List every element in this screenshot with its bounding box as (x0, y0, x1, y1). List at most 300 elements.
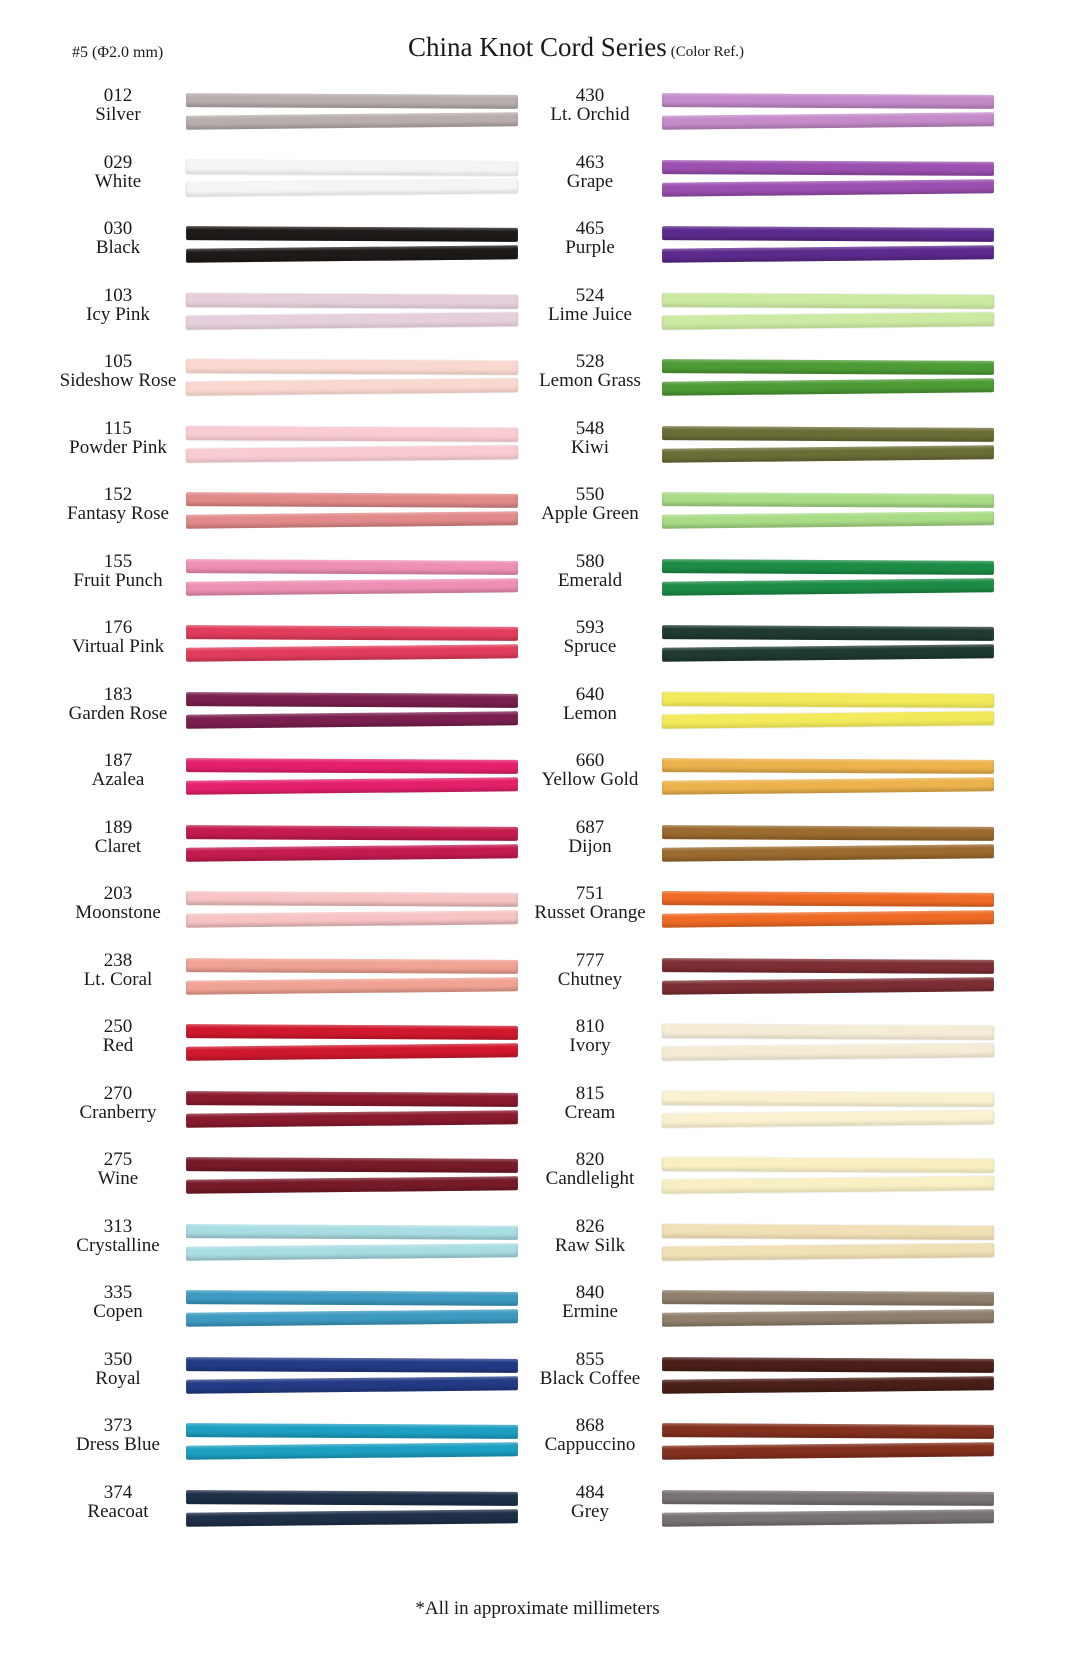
cord-strand (186, 1091, 518, 1107)
color-name: Spruce (563, 636, 617, 657)
cord-strand (662, 378, 994, 395)
color-code: 374 (103, 1481, 133, 1503)
cord-strand (186, 1509, 518, 1526)
cord-strand (662, 692, 994, 708)
color-name: Apple Green (541, 503, 639, 524)
color-row (40, 485, 530, 552)
color-row (512, 884, 1002, 951)
color-code: 751 (575, 883, 605, 904)
color-label (512, 352, 668, 390)
color-name: Lime Juice (548, 303, 632, 325)
color-code: 313 (103, 1215, 133, 1237)
color-label (40, 86, 196, 124)
cord-strand (186, 93, 518, 109)
cord-strand (662, 1309, 994, 1326)
color-label (40, 884, 196, 922)
cord-strand (662, 1290, 994, 1306)
color-name: Grape (566, 170, 614, 192)
cord-strand (662, 293, 994, 309)
color-name: Purple (565, 237, 615, 258)
color-name: Fantasy Rose (67, 503, 169, 524)
cord-strand (186, 245, 518, 262)
cord-strand (662, 958, 994, 974)
color-code: 203 (103, 883, 133, 904)
color-name: Red (102, 1035, 134, 1056)
color-label (512, 485, 668, 523)
cord-swatch (186, 759, 518, 793)
cord-swatch (186, 360, 518, 394)
cord-swatch (186, 959, 518, 993)
color-row (512, 86, 1002, 153)
cord-strand (186, 1442, 518, 1459)
color-row (40, 818, 530, 885)
cord-strand (186, 1157, 518, 1173)
color-label (512, 1217, 668, 1255)
cord-swatch (662, 560, 994, 594)
color-row (40, 1150, 530, 1217)
color-name: Ermine (562, 1301, 618, 1322)
color-name: Emerald (557, 569, 623, 591)
color-label (40, 153, 196, 191)
color-row (512, 1283, 1002, 1350)
color-name: Moonstone (75, 902, 161, 923)
color-row (512, 352, 1002, 419)
color-row (512, 552, 1002, 619)
cord-strand (662, 1110, 994, 1127)
cord-swatch (662, 1158, 994, 1192)
color-label (512, 1017, 668, 1055)
cord-swatch (186, 693, 518, 727)
cord-swatch (662, 1491, 994, 1525)
cord-strand (186, 625, 518, 641)
cord-swatch (662, 493, 994, 527)
color-label (512, 1483, 668, 1521)
color-code: 189 (103, 816, 133, 838)
color-label (40, 1416, 196, 1454)
color-code: 524 (575, 284, 605, 306)
cord-strand (662, 777, 994, 794)
cord-strand (662, 1509, 994, 1526)
color-row (512, 1217, 1002, 1284)
color-label (40, 1350, 196, 1388)
cord-strand (186, 910, 518, 927)
cord-strand (186, 958, 518, 974)
color-row (512, 1150, 1002, 1217)
color-name: White (94, 170, 142, 192)
color-code: 777 (575, 949, 605, 971)
color-label (40, 552, 196, 590)
color-row (40, 751, 530, 818)
color-code: 548 (575, 417, 605, 439)
color-name: Lemon (563, 702, 617, 724)
color-code: 238 (103, 949, 133, 971)
color-name: Garden Rose (68, 702, 168, 724)
color-code: 640 (575, 683, 605, 705)
color-row (512, 485, 1002, 552)
color-name: Cappuccino (544, 1434, 636, 1455)
cord-strand (662, 910, 994, 927)
cord-strand (186, 112, 518, 129)
cord-strand (662, 179, 994, 196)
color-code: 012 (103, 85, 133, 106)
cord-swatch (186, 1291, 518, 1325)
color-name: Cream (564, 1101, 616, 1123)
cord-swatch (662, 427, 994, 461)
cord-strand (662, 93, 994, 109)
footer-note: *All in approximate millimeters (415, 1598, 660, 1619)
color-name: Ivory (569, 1035, 611, 1056)
color-name: Azalea (91, 769, 145, 790)
color-name: Cranberry (79, 1101, 157, 1123)
cord-strand (186, 445, 518, 462)
cord-strand (186, 492, 518, 508)
color-label (40, 685, 196, 723)
color-code: 815 (575, 1082, 605, 1104)
color-name: Claret (94, 835, 142, 857)
color-name: Raw Silk (554, 1234, 626, 1256)
color-row (40, 1084, 530, 1151)
cord-strand (662, 1442, 994, 1459)
cord-swatch (662, 759, 994, 793)
color-code: 484 (575, 1481, 605, 1503)
color-label (40, 1017, 196, 1055)
cord-strand (662, 625, 994, 641)
cord-swatch (662, 294, 994, 328)
color-name: Powder Pink (69, 436, 167, 458)
cord-strand (186, 1490, 518, 1506)
color-row (40, 1483, 530, 1550)
cord-swatch (186, 427, 518, 461)
color-name: Dijon (568, 835, 612, 857)
cord-swatch (662, 227, 994, 261)
color-row (512, 1350, 1002, 1417)
color-code: 029 (103, 151, 133, 173)
color-code: 868 (575, 1415, 605, 1436)
cord-strand (186, 1024, 518, 1040)
cord-swatch (186, 626, 518, 660)
color-label (512, 1283, 668, 1321)
color-label (512, 419, 668, 457)
color-code: 593 (575, 617, 605, 638)
color-name: Silver (95, 104, 141, 125)
cord-strand (186, 1110, 518, 1127)
color-row (40, 1350, 530, 1417)
cord-strand (662, 559, 994, 575)
color-label (40, 219, 196, 257)
cord-strand (662, 825, 994, 841)
cord-swatch (662, 1225, 994, 1259)
color-name: Sideshow Rose (59, 370, 177, 391)
color-label (512, 685, 668, 723)
cord-strand (662, 359, 994, 375)
cord-strand (186, 777, 518, 794)
cord-strand (662, 245, 994, 262)
cord-strand (186, 1357, 518, 1373)
cord-strand (186, 1290, 518, 1306)
cord-strand (662, 1376, 994, 1393)
color-label (40, 1217, 196, 1255)
color-name: Lemon Grass (539, 370, 641, 391)
cord-strand (662, 511, 994, 528)
color-row (512, 1483, 1002, 1550)
color-label (512, 552, 668, 590)
cord-strand (662, 1423, 994, 1439)
cord-strand (186, 226, 518, 242)
color-code: 550 (575, 484, 605, 505)
color-name: Kiwi (571, 436, 609, 458)
color-name: Russet Orange (534, 902, 646, 923)
cord-strand (186, 1176, 518, 1193)
cord-strand (186, 511, 518, 528)
color-name: Dress Blue (76, 1434, 160, 1455)
cord-swatch (662, 959, 994, 993)
color-name: Wine (97, 1168, 139, 1189)
cord-strand (662, 226, 994, 242)
color-row (512, 219, 1002, 286)
color-row (512, 1084, 1002, 1151)
cord-strand (662, 578, 994, 595)
color-label (40, 1483, 196, 1521)
cord-swatch (186, 1025, 518, 1059)
cord-swatch (662, 892, 994, 926)
cord-strand (662, 426, 994, 442)
cord-strand (186, 1309, 518, 1326)
cord-swatch (186, 1491, 518, 1525)
cord-strand (662, 758, 994, 774)
color-row (40, 352, 530, 419)
right-color-column (512, 86, 1002, 1549)
color-name: Crystalline (76, 1234, 160, 1256)
color-code: 115 (104, 417, 132, 439)
color-row (40, 1416, 530, 1483)
color-name: Icy Pink (86, 303, 150, 325)
color-code: 103 (103, 284, 133, 306)
color-code: 826 (575, 1215, 605, 1237)
color-code: 820 (575, 1149, 605, 1170)
color-row (40, 419, 530, 486)
cord-strand (186, 1243, 518, 1260)
color-label (512, 1350, 668, 1388)
color-row (512, 751, 1002, 818)
cord-strand (186, 293, 518, 309)
cord-strand (186, 559, 518, 575)
spec-label: #5 (Φ2.0 mm) (72, 44, 164, 61)
color-code: 176 (103, 617, 133, 638)
color-code: 105 (103, 351, 133, 372)
color-name: Grey (571, 1500, 609, 1522)
color-code: 855 (575, 1348, 605, 1370)
cord-swatch (662, 693, 994, 727)
cord-strand (662, 711, 994, 728)
cord-strand (662, 1243, 994, 1260)
color-row (40, 286, 530, 353)
color-code: 580 (575, 550, 605, 572)
cord-swatch (662, 826, 994, 860)
cord-swatch (186, 1424, 518, 1458)
color-row (512, 685, 1002, 752)
color-row (512, 419, 1002, 486)
cord-strand (662, 312, 994, 329)
cord-swatch (186, 94, 518, 128)
color-label (40, 818, 196, 856)
cord-swatch (186, 1358, 518, 1392)
cord-swatch (662, 94, 994, 128)
color-row (40, 1017, 530, 1084)
cord-strand (662, 1024, 994, 1040)
color-code: 687 (575, 816, 605, 838)
cord-swatch (186, 493, 518, 527)
cord-strand (662, 1224, 994, 1240)
color-row (40, 1217, 530, 1284)
cord-strand (186, 160, 518, 176)
color-row (40, 1283, 530, 1350)
color-label (40, 286, 196, 324)
cord-strand (186, 711, 518, 728)
color-name: Lt. Orchid (550, 104, 630, 125)
color-row (40, 884, 530, 951)
cord-swatch (662, 1424, 994, 1458)
color-name: Black (95, 237, 141, 258)
cord-swatch (662, 161, 994, 195)
color-row (40, 951, 530, 1018)
color-row (512, 1416, 1002, 1483)
color-row (512, 618, 1002, 685)
color-row (40, 552, 530, 619)
cord-strand (662, 1176, 994, 1193)
page-title (408, 32, 744, 63)
cord-swatch (662, 1358, 994, 1392)
color-label (40, 618, 196, 656)
cord-strand (186, 359, 518, 375)
cord-swatch (186, 161, 518, 195)
cord-strand (186, 578, 518, 595)
color-code: 430 (575, 85, 605, 106)
cord-strand (186, 312, 518, 329)
color-code: 030 (103, 218, 133, 239)
color-label (40, 352, 196, 390)
color-label (512, 153, 668, 191)
color-row (512, 951, 1002, 1018)
color-label (40, 419, 196, 457)
color-name: Chutney (557, 968, 623, 990)
color-code: 155 (103, 550, 133, 572)
color-label (512, 618, 668, 656)
cord-swatch (186, 826, 518, 860)
color-code: 528 (575, 351, 605, 372)
color-code: 810 (575, 1016, 605, 1037)
cord-strand (662, 1357, 994, 1373)
color-code: 840 (575, 1282, 605, 1303)
cord-swatch (186, 560, 518, 594)
cord-strand (186, 891, 518, 907)
cord-strand (662, 977, 994, 994)
color-label (40, 485, 196, 523)
color-name: Virtual Pink (71, 636, 165, 657)
color-row (512, 818, 1002, 885)
color-code: 660 (575, 750, 605, 771)
cord-strand (186, 1224, 518, 1240)
cord-swatch (662, 1092, 994, 1126)
color-code: 152 (103, 484, 133, 505)
cord-swatch (662, 1025, 994, 1059)
cord-strand (662, 160, 994, 176)
color-code: 373 (103, 1415, 133, 1436)
cord-strand (186, 378, 518, 395)
color-label (512, 286, 668, 324)
color-name: Fruit Punch (73, 569, 163, 591)
color-row (40, 153, 530, 220)
cord-strand (662, 492, 994, 508)
color-label (40, 751, 196, 789)
color-label (40, 1084, 196, 1122)
cord-strand (186, 1423, 518, 1439)
color-label (512, 219, 668, 257)
color-code: 183 (103, 683, 133, 705)
color-code: 463 (575, 151, 605, 173)
color-label (40, 951, 196, 989)
cord-strand (186, 844, 518, 861)
color-code: 270 (103, 1082, 133, 1104)
color-label (512, 818, 668, 856)
color-code: 187 (103, 750, 133, 771)
color-name: Reacoat (87, 1500, 149, 1522)
cord-strand (186, 977, 518, 994)
left-color-column (40, 86, 530, 1549)
cord-strand (662, 891, 994, 907)
color-label (40, 1283, 196, 1321)
color-name: Black Coffee (539, 1367, 641, 1389)
color-label (512, 751, 668, 789)
color-row (512, 286, 1002, 353)
cord-strand (662, 644, 994, 661)
color-label (512, 1416, 668, 1454)
cord-swatch (186, 227, 518, 261)
color-code: 465 (575, 218, 605, 239)
cord-strand (662, 844, 994, 861)
color-row (40, 618, 530, 685)
cord-strand (186, 758, 518, 774)
cord-strand (662, 112, 994, 129)
cord-strand (186, 644, 518, 661)
color-label (512, 884, 668, 922)
cord-swatch (186, 892, 518, 926)
color-code: 275 (103, 1149, 133, 1170)
cord-swatch (186, 1092, 518, 1126)
cord-strand (662, 1091, 994, 1107)
color-row (40, 219, 530, 286)
color-label (512, 1150, 668, 1188)
color-row (512, 153, 1002, 220)
cord-strand (186, 692, 518, 708)
color-name: Yellow Gold (541, 769, 639, 790)
cord-strand (186, 1376, 518, 1393)
color-label (512, 86, 668, 124)
color-label (512, 951, 668, 989)
cord-strand (662, 1490, 994, 1506)
cord-swatch (662, 626, 994, 660)
color-row (40, 685, 530, 752)
title-subtitle: (Color Ref.) (670, 44, 745, 60)
color-name: Royal (95, 1367, 141, 1389)
color-name: Copen (93, 1301, 143, 1322)
color-name: Lt. Coral (83, 968, 153, 990)
cord-strand (186, 426, 518, 442)
color-row (40, 86, 530, 153)
cord-strand (186, 1043, 518, 1060)
color-label (512, 1084, 668, 1122)
color-name: Candlelight (545, 1168, 635, 1189)
cord-swatch (662, 1291, 994, 1325)
